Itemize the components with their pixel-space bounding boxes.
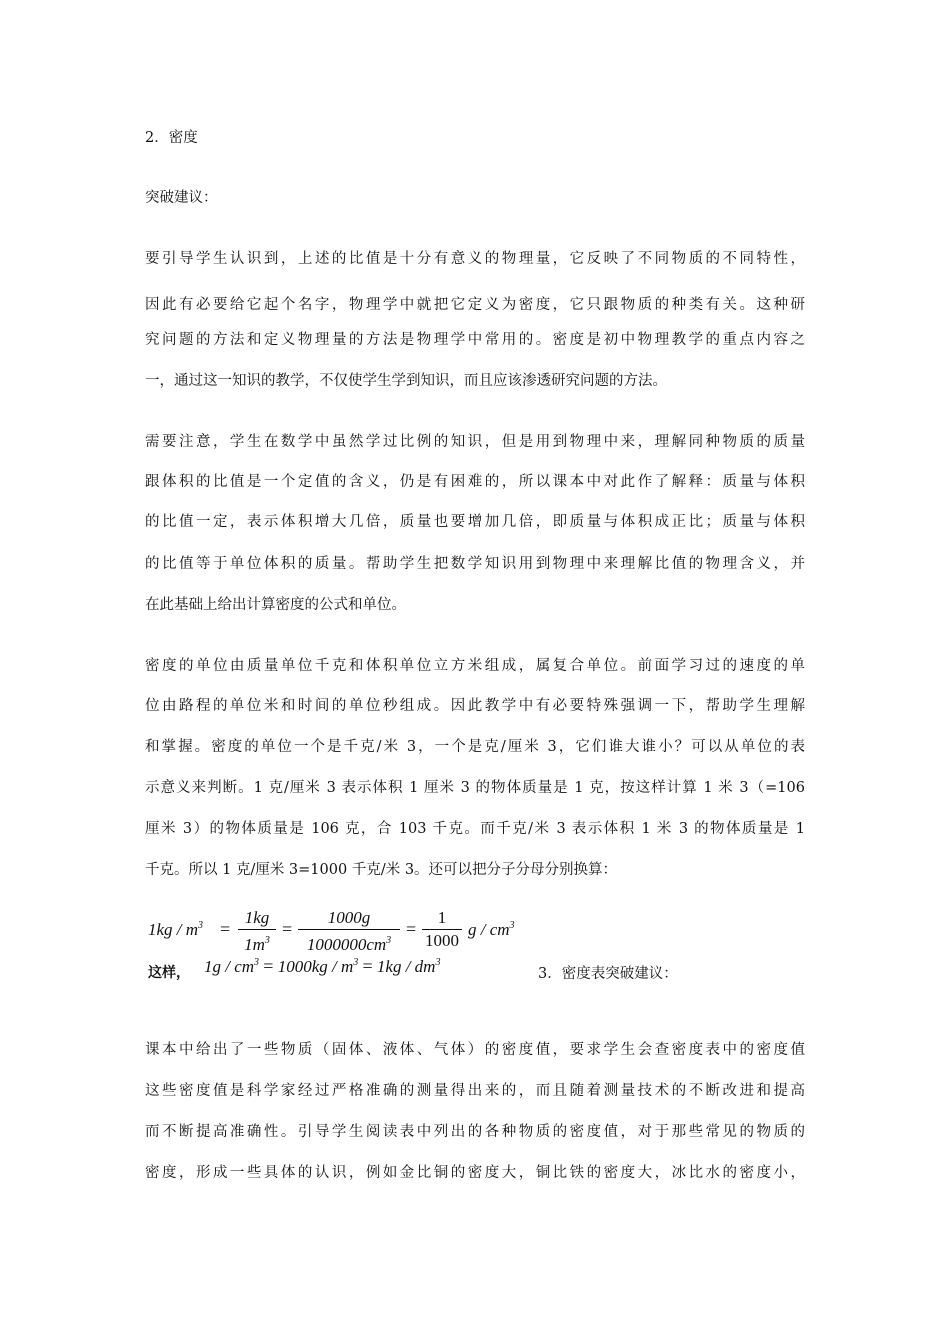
fraction-denominator: 1m [244, 935, 265, 954]
fraction-3 [422, 908, 462, 951]
paragraph-line: 千克。所以 1 克/厘米 3=1000 千克/米 3。还可以把分子分母分别换算： [145, 862, 618, 878]
fraction-denominator: 1000 [425, 931, 459, 950]
paragraph-line: 因此有必要给它起个名字，物理学中就把它定义为密度，它只跟物质的种类有关。这种研 [145, 297, 805, 313]
equals-sign: = [282, 919, 293, 939]
equals-sign: = [220, 919, 231, 939]
paragraph-line: 密度的单位由质量单位千克和体积单位立方米组成，属复合单位。前面学习过的速度的单 [145, 658, 805, 674]
formula-unit-conversion [148, 908, 528, 958]
paragraph-line: 一，通过这一知识的教学，不仅使学生学到知识，而且应该渗透研究问题的方法。 [145, 373, 667, 389]
fraction-numerator: 1000g [327, 908, 371, 927]
fraction-numerator: 1kg [244, 908, 270, 927]
paragraph-line: 跟体积的比值是一个定值的含义，仍是有困难的，所以课本中对此作了解释：质量与体积 [145, 474, 805, 490]
paragraph-line: 位由路程的单位米和时间的单位秒组成。因此教学中有必要特殊强调一下，帮助学生理解 [145, 698, 805, 714]
formula-exponent: 3 [198, 920, 204, 931]
paragraph-line: 在此基础上给出计算密度的公式和单位。 [145, 597, 406, 613]
paragraph-line: 课本中给出了一些物质（固体、液体、气体）的密度值，要求学生会查密度表中的密度值 [145, 1042, 805, 1058]
fraction-numerator: 1 [437, 908, 447, 927]
paragraph-line: 的比值一定，表示体积增大几倍，质量也要增加几倍，即质量与体积成正比；质量与体积 [145, 514, 805, 530]
paragraph-line: 需要注意，学生在数学中虽然学过比例的知识，但是用到物理中来，理解同种物质的质量 [145, 434, 805, 450]
equals-sign: = [362, 956, 373, 976]
formula-prefix: 这样， [148, 965, 190, 981]
fraction-denominator: 1000000cm [306, 935, 387, 954]
equals-sign: = [263, 956, 274, 976]
formula-exponent: 3 [264, 935, 270, 946]
formula-exponent: 3 [386, 935, 392, 946]
subheading-suggestion: 突破建议： [145, 190, 218, 206]
formula-expr-3: 1kg / dm [376, 957, 436, 976]
paragraph-line: 密度，形成一些具体的认识，例如金比铜的密度大，铜比铁的密度大，冰比水的密度小， [145, 1165, 805, 1181]
paragraph-line: 这些密度值是科学家经过严格准确的测量得出来的，而且随着测量技术的不断改进和提高 [145, 1083, 805, 1099]
paragraph-line: 示意义来判断。1 克/厘米 3 表示体积 1 厘米 3 的物体质量是 1 克，按这样计算 1 米 3（=106 [145, 780, 805, 796]
section-heading-density-table: 3．密度表突破建议： [538, 966, 678, 982]
fraction-2 [298, 908, 400, 955]
equals-sign: = [406, 919, 417, 939]
section-heading-density: 2．密度 [145, 130, 198, 146]
formula-expr-2: 1000kg / m [277, 957, 354, 976]
paragraph-line: 而不断提高准确性。引导学生阅读表中列出的各种物质的密度值，对于那些常见的物质的 [145, 1124, 805, 1140]
fraction-1 [238, 908, 276, 955]
paragraph-line: 要引导学生认识到，上述的比值是十分有意义的物理量，它反映了不同物质的不同特性， [145, 251, 805, 267]
formula-tail-unit: g / cm [468, 920, 510, 939]
paragraph-line: 究问题的方法和定义物理量的方法是物理学中常用的。密度是初中物理教学的重点内容之 [145, 332, 805, 348]
formula-exponent: 3 [353, 957, 359, 968]
formula-exponent: 3 [509, 920, 515, 931]
formula-exponent: 3 [435, 957, 441, 968]
paragraph-line: 的比值等于单位体积的质量。帮助学生把数学知识用到物理中来理解比值的物理含义，并 [145, 556, 805, 572]
formula-expr-1: 1g / cm [204, 957, 255, 976]
formula-equivalence [148, 954, 528, 984]
formula-exponent: 3 [254, 957, 260, 968]
paragraph-line: 厘米 3）的物体质量是 106 克，合 103 千克。而千克/米 3 表示体积 1 米 3 的物体质量是 1 [145, 821, 805, 837]
paragraph-line: 和掌握。密度的单位一个是千克/米 3，一个是克/厘米 3，它们谁大谁小？可以从单位的表 [145, 739, 805, 755]
formula-lhs: 1kg / m [148, 920, 199, 939]
